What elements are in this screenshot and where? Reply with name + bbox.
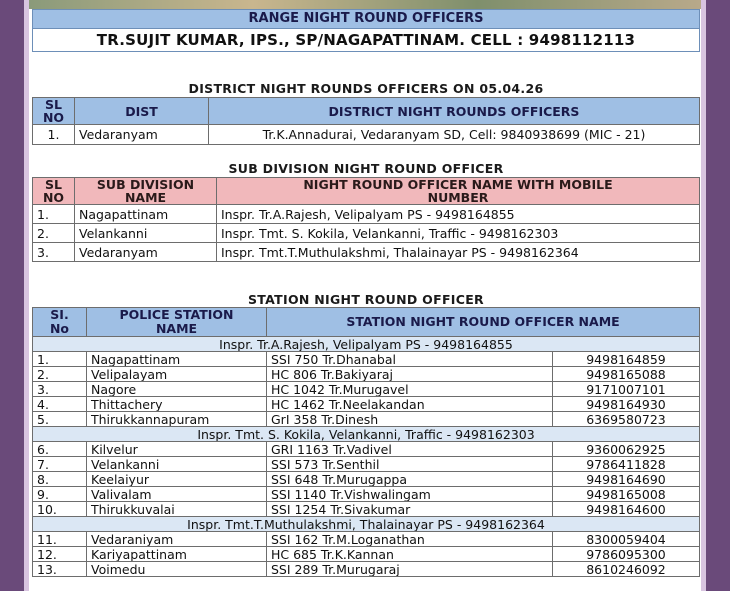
group-label: Inspr. Tmt. S. Kokila, Velankanni, Traffic - 9498162303 [33,427,700,442]
cell-ps: Velankanni [87,457,267,472]
station-table [32,307,700,577]
cell-dist: Vedaranyam [75,125,209,145]
cell-officer: Tr.K.Annadurai, Vedaranyam SD, Cell: 9840938699 (MIC - 21) [209,125,700,145]
cell-officer: SSI 289 Tr.Murugaraj [267,562,553,577]
cell-officer: SSI 162 Tr.M.Loganathan [267,532,553,547]
subdivision-table [32,177,700,262]
header-photo-strip [29,0,701,9]
cell-phone: 9786411828 [553,457,700,472]
header-police-station: POLICE STATION NAME [87,308,267,337]
table-row [33,397,700,412]
cell-ps: Keelaiyur [87,472,267,487]
header-district-officers: DISTRICT NIGHT ROUNDS OFFICERS [209,98,700,125]
cell-officer: Inspr. Tmt.T.Muthulakshmi, Thalainayar PS - 9498162364 [217,243,700,262]
cell-phone: 9498164859 [553,352,700,367]
cell-sl: 1. [33,125,75,145]
cell-ps: Velipalayam [87,367,267,382]
cell-name: Vedaranyam [75,243,217,262]
table-row [33,532,700,547]
table-row [33,487,700,502]
cell-ps: Nagapattinam [87,352,267,367]
table-row [33,367,700,382]
cell-phone: 9498164600 [553,502,700,517]
cell-officer: Inspr. Tr.A.Rajesh, Velipalyam PS - 9498164855 [217,205,700,224]
cell-officer: SSI 573 Tr.Senthil [267,457,553,472]
cell-phone: 9498165008 [553,487,700,502]
group-label: Inspr. Tr.A.Rajesh, Velipalyam PS - 9498164855 [33,337,700,352]
cell-sl: 9. [33,487,87,502]
cell-phone: 9360062925 [553,442,700,457]
table-row [33,562,700,577]
cell-ps: Kilvelur [87,442,267,457]
cell-phone: 8610246092 [553,562,700,577]
header-dist: DIST [75,98,209,125]
group-row [33,517,700,532]
cell-officer: Inspr. Tmt. S. Kokila, Velankanni, Traffic - 9498162303 [217,224,700,243]
cell-sl: 13. [33,562,87,577]
cell-sl: 1. [33,205,75,224]
table-row [33,125,700,145]
cell-officer: SSI 750 Tr.Dhanabal [267,352,553,367]
cell-sl: 5. [33,412,87,427]
cell-ps: Voimedu [87,562,267,577]
cell-ps: Thirukkuvalai [87,502,267,517]
table-row [33,412,700,427]
table-row [33,547,700,562]
table-row [33,442,700,457]
cell-ps: Thittachery [87,397,267,412]
frame-inner-right [701,0,706,591]
cell-ps: Thirukkannapuram [87,412,267,427]
table-row [33,382,700,397]
table-row [33,243,700,262]
cell-officer: HC 1042 Tr.Murugavel [267,382,553,397]
header-sl: SI. No [33,308,87,337]
cell-sl: 1. [33,352,87,367]
station-title: STATION NIGHT ROUND OFFICER [248,292,484,307]
cell-officer: HC 806 Tr.Bakiyaraj [267,367,553,382]
frame-border-right [706,0,730,591]
cell-sl: 7. [33,457,87,472]
cell-name: Nagapattinam [75,205,217,224]
header-subdivision-name: SUB DIVISION NAME [75,178,217,205]
document-content [32,9,700,577]
frame-border-left [0,0,24,591]
header-sl: SL NO [33,98,75,125]
station-header-row [33,308,700,337]
cell-sl: 4. [33,397,87,412]
cell-phone: 9171007101 [553,382,700,397]
range-officer: TR.SUJIT KUMAR, IPS., SP/NAGAPATTINAM. CELL : 9498112113 [32,29,700,52]
cell-sl: 11. [33,532,87,547]
cell-sl: 3. [33,243,75,262]
district-table [32,97,700,145]
cell-officer: GrI 358 Tr.Dinesh [267,412,553,427]
cell-sl: 2. [33,367,87,382]
cell-sl: 3. [33,382,87,397]
cell-ps: Nagore [87,382,267,397]
cell-sl: 8. [33,472,87,487]
table-row [33,205,700,224]
cell-phone: 9498165088 [553,367,700,382]
cell-ps: Vedaraniyam [87,532,267,547]
group-row [33,337,700,352]
district-title: DISTRICT NIGHT ROUNDS OFFICERS ON 05.04.26 [188,81,544,96]
cell-ps: Kariyapattinam [87,547,267,562]
cell-sl: 6. [33,442,87,457]
cell-sl: 12. [33,547,87,562]
group-row [33,427,700,442]
cell-phone: 9786095300 [553,547,700,562]
cell-sl: 10. [33,502,87,517]
group-label: Inspr. Tmt.T.Muthulakshmi, Thalainayar PS - 9498162364 [33,517,700,532]
table-row [33,472,700,487]
table-row [33,502,700,517]
table-row [33,457,700,472]
cell-officer: HC 685 Tr.K.Kannan [267,547,553,562]
header-sl: SL NO [33,178,75,205]
cell-officer: SSI 648 Tr.Murugappa [267,472,553,487]
cell-phone: 9498164930 [553,397,700,412]
table-row [33,352,700,367]
range-officers-box [32,9,700,52]
cell-phone: 9498164690 [553,472,700,487]
frame-inner-left [24,0,29,591]
district-header-row [33,98,700,125]
cell-officer: GRI 1163 Tr.Vadivel [267,442,553,457]
cell-phone: 8300059404 [553,532,700,547]
cell-officer: SSI 1140 Tr.Vishwalingam [267,487,553,502]
range-heading: RANGE NIGHT ROUND OFFICERS [32,9,700,29]
subdivision-header-row [33,178,700,205]
cell-sl: 2. [33,224,75,243]
cell-officer: HC 1462 Tr.Neelakandan [267,397,553,412]
header-night-round-officer: NIGHT ROUND OFFICER NAME WITH MOBILE NUMBER [217,178,700,205]
table-row [33,224,700,243]
cell-ps: Valivalam [87,487,267,502]
cell-name: Velankanni [75,224,217,243]
cell-phone: 6369580723 [553,412,700,427]
subdivision-title: SUB DIVISION NIGHT ROUND OFFICER [228,161,504,176]
header-station-officer: STATION NIGHT ROUND OFFICER NAME [267,308,700,337]
cell-officer: SSI 1254 Tr.Sivakumar [267,502,553,517]
